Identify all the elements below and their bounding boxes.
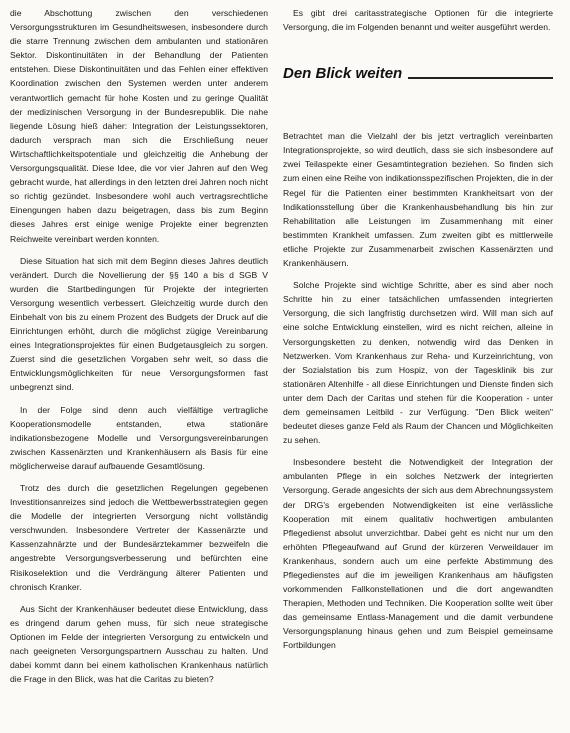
body-paragraph: In der Folge sind denn auch vielfältige vertragliche Kooperationsmodelle entstanden, etwa stationäre indikationsbezogene Modelle und Versorgungsvereinbarungen zwischen Kassenärzten und Krankenhäusern als Basis für eine möglicherweise darauf aufbauende Gesamtlösung. (10, 404, 268, 471)
body-paragraph: Trotz des durch die gesetzlichen Regelungen gegebenen Investitionsanreizes sind jedoch die Wettbewerbsstrategien gegen die Modelle der integrierten Versorgung nicht vollständig verschwunden. Insbesondere Vertreter der Kassenärzte und Kassenzahnärzte und der Bundesärztekammer bezweifeln die angestrebte Versorgungsverbesserung und befürchten eine Risikoselektion und die Verdrängung älterer Patienten und chronisch Kranker. (10, 483, 268, 592)
intro-paragraph: Es gibt drei caritasstrategische Optionen für die integrierte Versorgung, die im Folgenden benannt und weiter ausgeführt werden. (283, 8, 553, 33)
section-heading: Den Blick weiten (283, 65, 403, 83)
right-column (283, 6, 553, 661)
body-paragraph: Betrachtet man die Vielzahl der bis jetzt vertraglich vereinbarten Integrationsprojekte, so wird deutlich, dass sie sich insbesondere auf zwei Teilaspekte einer Gesamtintegration beziehen. So finden sich zum einen eine Reihe von indikationsspezifischen Projekten, die in der Regel für die Patienten einer bestimmten Krankheitsart von der Indikationsstellung über die Krankenhausbehandlung bis hin zur Rehabilitation alle Leistungen im Zusammenhang mit einer bestimmten Krankheit umfassen. Zum zweiten gibt es mittlerweile etliche Projekte zur Zusammenarbeit zwischen Kassenärzten und Krankenhäusern. (283, 131, 553, 269)
body-paragraph: die Abschottung zwischen den verschiedenen Versorgungsstrukturen im Gesundheitswesen, insbesondere durch die starre Trennung zwischen dem ambulanten und stationären Sektor. Diskontinuitäten in der Behandlung der Patienten entstehen. Diese Diskontinuitäten und das Fehlen einer effektiven Koordination zwischen den Systemen werden unter anderem verantwortlich gemacht für hohe Kosten und zu geringe Qualität der medizinischen Versorgung in der Bundesrepublik. Die nahe liegende Lösung hieß daher: Integration der Leistungssektoren, dadurch versprach man sich die Erschließung neuer Wirtschaftlichkeitspotentiale und gleichzeitig die Anhebung der Versorgungsqualität. Diese Idee, die vor vier Jahren auf den Weg gebracht wurde, hat allerdings in den letzten drei Jahren noch nicht so richtig gezündet. Insbesondere wohl auch vertragsrechtliche Einengungen haben dazu beigetragen, dass bis zum Beginn dieses Jahres erst einige wenige Projekte einer begrenzten Reichweite vereinbart werden konnten. (10, 8, 268, 244)
body-paragraph: Solche Projekte sind wichtige Schritte, aber es sind aber noch Schritte hin zu einer tatsächlichen umfassenden integrierten Versorgung, die sich langfristig durchsetzen wird. Will man sich auf eine solche Entwicklung einstellen, wird es nicht reichen, alleine in Versorgungsketten zu denken, notwendig wird das Denken in Netzwerken. Vom Krankenhaus zur Reha- und Kurzeinrichtung, von der Sozialstation bis zum Hospiz, von der Tagesklinik bis zur stationären Altenhilfe - all diese Einrichtungen und Dienste finden sich unter dem Dach der Caritas und stehen für die Kooperation - unter dem gemeinsamen Leitbild - zur Verfügung. "Den Blick weiten" bedeutet dieses ganze Feld als Raum der Chancen und Möglichkeiten zu sehen. (283, 280, 553, 446)
left-column (10, 6, 268, 694)
body-paragraph: Diese Situation hat sich mit dem Beginn dieses Jahres deutlich verändert. Durch die Novellierung der §§ 140 a bis d SGB V wurden die Startbedingungen für Projekte der integrierten Versorgung wesentlich verbessert. Gleichzeitig wurde durch den Einbehalt von bis zu einem Prozent des Budgets der Druck auf die Einrichtungen erhöht, durch die möglichst zügige Vereinbarung eines Integrationsprojektes für einen Budgetausgleich zu sorgen. Zuerst sind die gesetzlichen Vorgaben sehr weit, so dass die Entwicklungsmöglichkeiten für neue Versorgungsformen fast unbegrenzt sind. (10, 255, 268, 393)
body-paragraph: Insbesondere besteht die Notwendigkeit der Integration der ambulanten Pflege in ein solches Netzwerk der integrierten Versorgung. Gerade angesichts der sich aus dem Abrechnungssystem der DRG's ergebenden Notwendigkeiten ist eine verlässliche Kooperation mit einem qualitativ hochwertigen ambulanten Pflegedienst absolut unverzichtbar. Dabei geht es nicht nur um den erhöhten Pflegeaufwand auf Grund der kürzeren Verweildauer im Krankenhaus, sondern auch um eine perfekte Abstimmung des Pflegedienstes auf die im jeweiligen Krankenhaus am häufigsten vorkommenden Fallkonstellationen und die dort angewandten Therapien, Methoden und Techniken. Die Kooperation sollte weit über das gemeinsame Entlass-Management und die damit verbundene Versorgungsplanung hinaus gehen und zum Beispiel gemeinsame Fortbildungen (283, 457, 553, 651)
heading-underline-rule (408, 77, 553, 79)
body-paragraph: Aus Sicht der Krankenhäuser bedeutet diese Entwicklung, dass es dringend darum gehen muss, für sich neue strategische Optionen im Felde der integrierten Versorgung zu entwickeln und nach geeigneten Versorgungspartnern Ausschau zu halten. Und dabei kommt dann bei einem katholischen Krankenhaus natürlich die Frage in den Blick, was hat die Caritas zu bieten? (10, 603, 268, 685)
section-heading-block (283, 65, 553, 82)
